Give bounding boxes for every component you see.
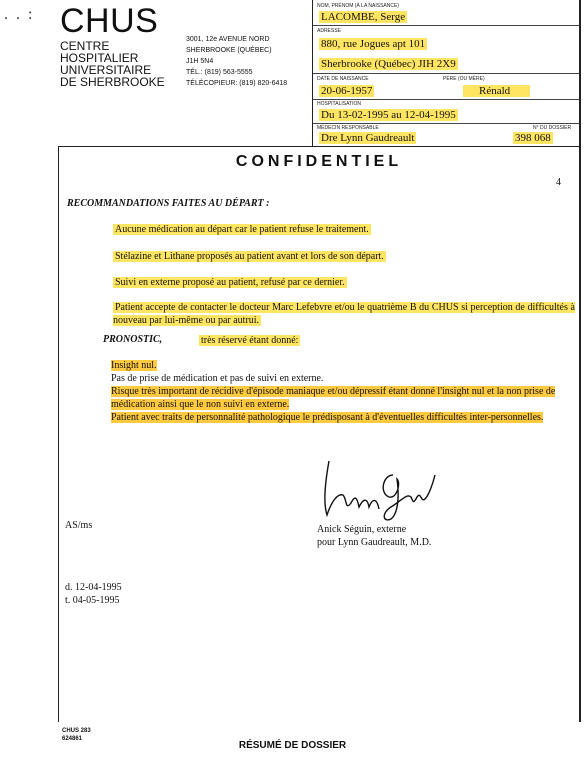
recommendation-item: Aucune médication au départ car le patient refuse le traitement. bbox=[115, 224, 369, 235]
prognosis-list bbox=[111, 359, 575, 424]
file-number: 398 068 bbox=[515, 132, 551, 144]
prognosis-item: Pas de prise de médication et pas de suivi en externe. bbox=[111, 373, 324, 384]
divider bbox=[313, 25, 579, 26]
address-line: 3001, 12e AVENUE NORD bbox=[186, 36, 270, 43]
form-code-line: CHUS 283 bbox=[62, 728, 91, 734]
recommendations-heading: RECOMMANDATIONS FAITES AU DÉPART : bbox=[67, 198, 270, 209]
recommendation-item: Stélazine et Lithane proposés au patient avant et lors de son départ. bbox=[115, 251, 384, 262]
patient-father: Rénald bbox=[463, 85, 530, 97]
doctor-label: MÉDECIN RESPONSABLE bbox=[317, 125, 379, 131]
date-dictated: d. 12-04-1995 bbox=[65, 582, 122, 593]
address-line: TÉL.: (819) 563-5555 bbox=[186, 69, 253, 76]
hospital-name-line: UNIVERSITAIRE bbox=[60, 63, 152, 77]
hospital-name-line: HOSPITALIER bbox=[60, 51, 139, 65]
dob-label: DATE DE NAISSANCE bbox=[317, 76, 369, 82]
name-label: NOM, PRÉNOM (À LA NAISSANCE) bbox=[317, 3, 399, 9]
hospitalisation-label: HOSPITALISATION bbox=[317, 101, 361, 107]
recommendation-item: Suivi en externe proposé au patient, refusé par ce dernier. bbox=[115, 277, 345, 288]
address-line: SHERBROOKE (QUÉBEC) bbox=[186, 47, 272, 54]
patient-info-box bbox=[312, 0, 581, 147]
prognosis-item: Risque très important de récidive d'épisode maniaque et/ou dépressif étant donné l'insight nul et la non prise de médication ainsi que le non suivi en externe. bbox=[111, 386, 556, 410]
hospital-name-line: DE SHERBROOKE bbox=[60, 75, 165, 89]
page-number: 4 bbox=[556, 177, 561, 188]
signer-block bbox=[317, 523, 431, 549]
patient-dob: 20-06-1957 bbox=[321, 85, 373, 97]
address-line: J1H 5N4 bbox=[186, 58, 214, 65]
handwritten-signature bbox=[317, 453, 457, 523]
hospital-logo-title: CHUS bbox=[60, 2, 159, 40]
prognosis-text: très réservé étant donné: bbox=[201, 335, 299, 346]
typist-initials: AS/ms bbox=[65, 520, 93, 531]
hospital-name bbox=[60, 40, 165, 88]
hospitalisation-dates: Du 13-02-1995 au 12-04-1995 bbox=[321, 109, 456, 121]
prognosis-item: Insight nul. bbox=[111, 360, 157, 371]
signer-line: pour Lynn Gaudreault, M.D. bbox=[317, 537, 432, 548]
divider bbox=[313, 123, 579, 124]
responsible-doctor: Dre Lynn Gaudreault bbox=[321, 132, 415, 144]
prognosis-label: PRONOSTIC, bbox=[103, 334, 163, 345]
address-line: TÉLÉCOPIEUR: (819) 820-6418 bbox=[186, 80, 288, 87]
report-body bbox=[58, 146, 581, 722]
file-number-label: N° DU DOSSIER bbox=[533, 125, 572, 131]
confidential-title: CONFIDENTIEL bbox=[235, 153, 403, 170]
hospital-name-line: CENTRE bbox=[60, 39, 110, 53]
date-block bbox=[65, 581, 122, 607]
patient-address-line2: Sherbrooke (Québec) JIH 2X9 bbox=[321, 58, 456, 70]
signer-line: Anick Séguin, externe bbox=[317, 524, 407, 535]
patient-address-line1: 880, rue Jogues apt 101 bbox=[321, 38, 426, 50]
hospital-address bbox=[186, 34, 287, 89]
date-typed: t. 04-05-1995 bbox=[65, 595, 120, 606]
prognosis-item: Patient avec traits de personnalité pathologique le prédisposant à d'éventuelles difficultés inter-personnelles. bbox=[111, 412, 544, 423]
footer-title: RÉSUMÉ DE DOSSIER bbox=[238, 740, 347, 751]
address-label: ADRESSE bbox=[317, 28, 341, 34]
logo-mark: . . : bbox=[4, 6, 35, 23]
divider bbox=[313, 99, 579, 100]
divider bbox=[313, 73, 579, 74]
patient-name: LACOMBE, Serge bbox=[321, 11, 406, 23]
father-label: PÈRE (OU MÈRE) bbox=[443, 76, 485, 82]
form-number-line: 624861 bbox=[62, 736, 83, 742]
recommendation-item: Patient accepte de contacter le docteur Marc Lefebvre et/ou le quatrième B du CHUS si perception de difficultés à nouveau par lui-même ou par autrui. bbox=[113, 302, 575, 326]
